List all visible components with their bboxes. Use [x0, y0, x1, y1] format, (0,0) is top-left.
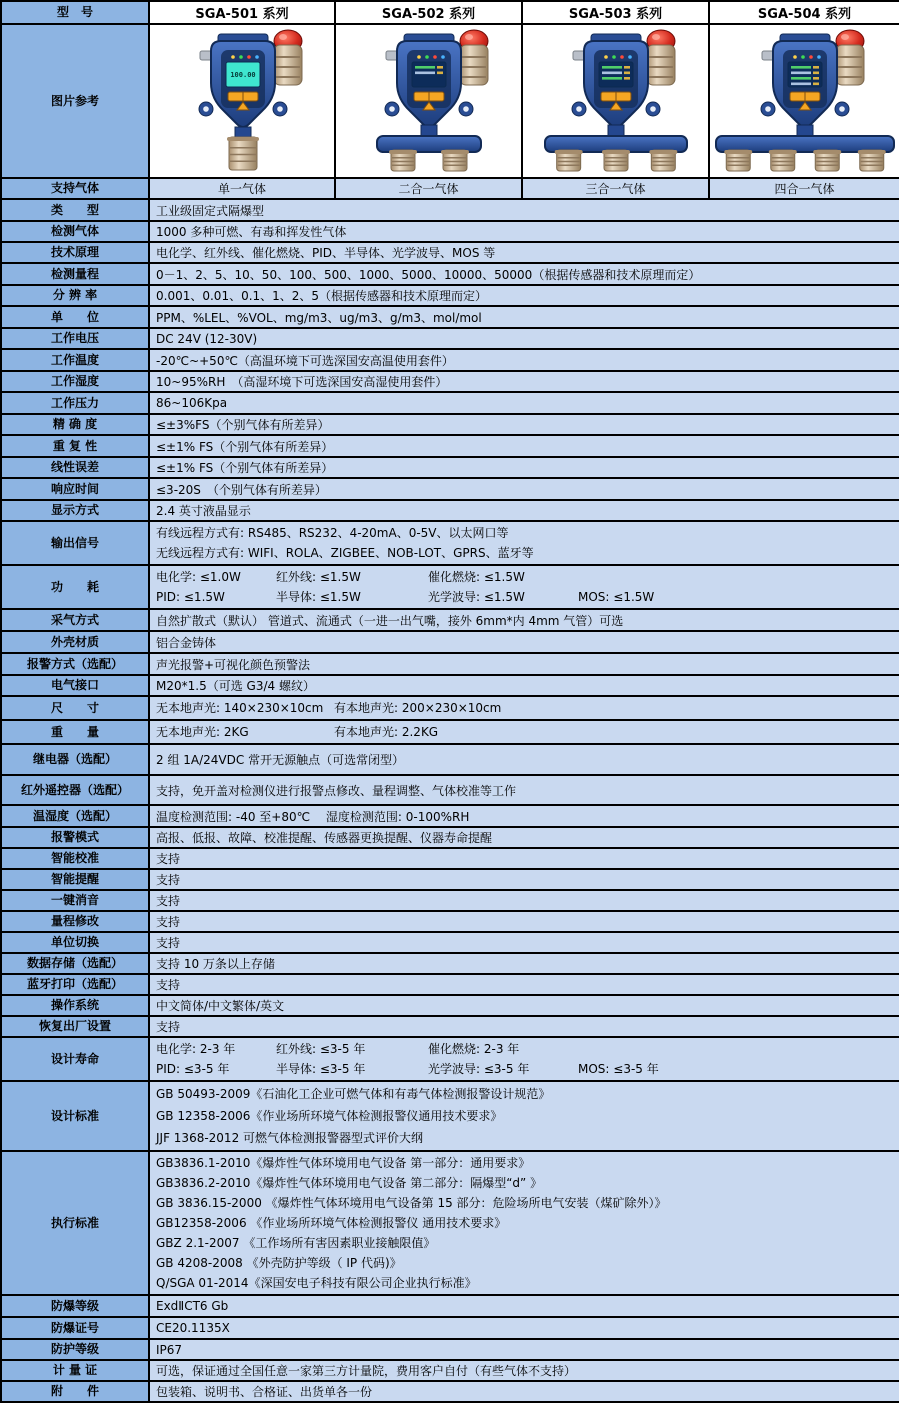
table-row — [1, 953, 899, 974]
device-image — [336, 25, 522, 173]
row-value: 支持 — [149, 974, 899, 995]
row-value: ≤±1% FS（个别气体有所差异） — [149, 435, 899, 457]
gas-sensor-probe — [768, 150, 796, 171]
row-label: 显示方式 — [1, 500, 149, 521]
table-row — [1, 414, 899, 435]
row-label: 类 型 — [1, 199, 149, 221]
lcd-screen — [412, 62, 446, 87]
row-value: 可选，保证通过全国任意一家第三方计量院，费用客户自付（有些气体不支持） — [149, 1360, 899, 1381]
row-label: 防护等级 — [1, 1339, 149, 1360]
row-label: 附 件 — [1, 1381, 149, 1402]
manifold-bar — [377, 136, 481, 152]
gas-detector-illustration — [336, 25, 522, 173]
value-segment: PID: ≤1.5W — [156, 590, 225, 604]
gas-sensor-probe — [389, 150, 417, 171]
table-row — [1, 1016, 899, 1037]
table-row — [1, 328, 899, 349]
table-row — [1, 1339, 899, 1360]
table-row — [1, 1037, 899, 1081]
gas-count-sga501: 单一气体 — [149, 178, 335, 199]
row-label: 线性误差 — [1, 457, 149, 478]
row-label: 技术原理 — [1, 242, 149, 263]
row-value: -20℃~+50℃（高温环境下可选深国安高温使用套件） — [149, 349, 899, 371]
table-row — [1, 392, 899, 414]
row-label: 设计寿命 — [1, 1037, 149, 1081]
table-row — [1, 521, 899, 565]
model-row-label: 型 号 — [1, 1, 149, 24]
row-label: 工作压力 — [1, 392, 149, 414]
supported-gas-row — [1, 178, 899, 199]
row-value: 支持 — [149, 869, 899, 890]
row-value: CE20.1135X — [149, 1317, 899, 1339]
image-row-label: 图片参考 — [1, 24, 149, 178]
row-label: 继电器（选配） — [1, 744, 149, 775]
table-row — [1, 827, 899, 848]
row-label: 防爆证号 — [1, 1317, 149, 1339]
lcd-screen — [599, 62, 633, 87]
value-segment: 有本地声光: 200×230×10cm — [334, 701, 502, 715]
row-label: 数据存储（选配） — [1, 953, 149, 974]
row-value — [149, 565, 899, 609]
row-label: 尺 寸 — [1, 696, 149, 720]
row-value: ExdⅡCT6 Gb — [149, 1295, 899, 1317]
row-label: 操作系统 — [1, 995, 149, 1016]
model-name-sga503: SGA-503 系列 — [522, 1, 709, 24]
row-label: 工作湿度 — [1, 371, 149, 392]
row-label: 执行标准 — [1, 1151, 149, 1295]
row-value: 支持 — [149, 890, 899, 911]
value-segment: 催化燃烧: 2-3 年 — [428, 1042, 520, 1056]
row-label: 分 辨 率 — [1, 285, 149, 306]
table-row — [1, 995, 899, 1016]
value-segment: 电化学: 2-3 年 — [156, 1042, 236, 1056]
row-value — [149, 696, 899, 720]
row-label: 功 耗 — [1, 565, 149, 609]
value-segment: 无本地声光: 2KG — [156, 725, 249, 739]
table-row — [1, 371, 899, 392]
row-label: 蓝牙打印（选配） — [1, 974, 149, 995]
gas-sensor-probe — [724, 150, 752, 171]
row-label: 采气方式 — [1, 609, 149, 631]
row-value: 高报、低报、故障、校准提醒、传感器更换提醒、仪器寿命提醒 — [149, 827, 899, 848]
table-row — [1, 242, 899, 263]
row-value: 86~106Kpa — [149, 392, 899, 414]
row-value: 0－1、2、5、10、50、100、500、1000、5000、10000、50000（根据传感器和技术原理而定） — [149, 263, 899, 285]
table-row — [1, 1151, 899, 1295]
row-value: 2.4 英寸液晶显示 — [149, 500, 899, 521]
value-segment: 无本地声光: 140×230×10cm — [156, 701, 324, 715]
table-row — [1, 500, 899, 521]
row-value: 自然扩散式（默认） 管道式、流通式（一进一出气嘴，接外 6mm*内 4mm 气管）可选 — [149, 609, 899, 631]
value-segment: 催化燃烧: ≤1.5W — [428, 570, 525, 584]
row-value: 支持 — [149, 932, 899, 953]
value-segment: 有本地声光: 2.2KG — [334, 725, 439, 739]
row-label: 外壳材质 — [1, 631, 149, 653]
row-value: 铝合金铸体 — [149, 631, 899, 653]
gas-sensor-probe — [649, 150, 677, 171]
row-label: 设计标准 — [1, 1081, 149, 1151]
row-value — [149, 1037, 899, 1081]
gas-count-sga504: 四合一气体 — [709, 178, 899, 199]
table-row — [1, 653, 899, 675]
row-label: 重 复 性 — [1, 435, 149, 457]
gas-detector-illustration — [712, 25, 898, 173]
row-label: 智能校准 — [1, 848, 149, 869]
table-row — [1, 285, 899, 306]
row-label: 工作温度 — [1, 349, 149, 371]
row-label: 计 量 证 — [1, 1360, 149, 1381]
row-label: 量程修改 — [1, 911, 149, 932]
table-row — [1, 435, 899, 457]
row-label: 报警模式 — [1, 827, 149, 848]
row-label: 温湿度（选配） — [1, 805, 149, 827]
row-label: 报警方式（选配） — [1, 653, 149, 675]
image-row — [1, 24, 899, 178]
table-row — [1, 263, 899, 285]
row-value: 10~95%RH （高湿环境下可选深国安高湿使用套件） — [149, 371, 899, 392]
row-value: GB3836.1-2010《爆炸性气体环境用电气设备 第一部分：通用要求》 GB3836.2-2010《爆炸性气体环境用电气设备 第二部分：隔爆型“d” 》 GB 3836.15-2000 《爆炸性气体环境用电气设备第 15 部分：危险场所电气安装（煤矿除外）》 GB12358-2006 《作业场所环境气体检测报警仪 通用技术要求》 GBZ 2.1-2007 《工作场所有害因素职业接触限值》 GB 4208-2008 《外壳防护等级（ IP 代码)》 Q/SGA 01-2014《深国安电子科技有限公司企业执行标准》 — [149, 1151, 899, 1295]
row-value: DC 24V (12-30V) — [149, 328, 899, 349]
value-segment: 红外线: ≤1.5W — [276, 570, 361, 584]
table-row — [1, 1360, 899, 1381]
value-segment: MOS: ≤1.5W — [578, 590, 655, 604]
table-row — [1, 631, 899, 653]
gas-sensor-probe — [813, 150, 841, 171]
table-row — [1, 675, 899, 696]
gas-sensor-probe — [441, 150, 469, 171]
model-name-sga504: SGA-504 系列 — [709, 1, 899, 24]
row-label: 重 量 — [1, 720, 149, 744]
device-image — [712, 25, 898, 173]
table-row — [1, 720, 899, 744]
table-row — [1, 974, 899, 995]
table-row — [1, 848, 899, 869]
row-label: 输出信号 — [1, 521, 149, 565]
row-value: 电化学、红外线、催化燃烧、PID、半导体、光学波导、MOS 等 — [149, 242, 899, 263]
row-label: 智能提醒 — [1, 869, 149, 890]
device-image — [150, 25, 335, 173]
row-label: 检测气体 — [1, 221, 149, 242]
table-row — [1, 805, 899, 827]
table-row — [1, 775, 899, 805]
table-row — [1, 199, 899, 221]
gas-row-label: 支持气体 — [1, 178, 149, 199]
gas-sensor-probe — [602, 150, 630, 171]
table-row — [1, 349, 899, 371]
row-value: 中文简体/中文繁体/英文 — [149, 995, 899, 1016]
row-value: 包装箱、说明书、合格证、出货单各一份 — [149, 1381, 899, 1402]
table-row — [1, 696, 899, 720]
image-cell-sga503 — [522, 24, 709, 178]
row-label: 单位切换 — [1, 932, 149, 953]
table-row — [1, 565, 899, 609]
row-value: 支持，免开盖对检测仪进行报警点修改、量程调整、气体校准等工作 — [149, 775, 899, 805]
row-label: 单 位 — [1, 306, 149, 328]
row-value — [149, 720, 899, 744]
model-header-row — [1, 1, 899, 24]
row-value: ≤3-20S （个别气体有所差异） — [149, 478, 899, 500]
row-label: 响应时间 — [1, 478, 149, 500]
table-row — [1, 478, 899, 500]
row-label: 精 确 度 — [1, 414, 149, 435]
gas-sensor-probe — [555, 150, 583, 171]
value-segment: 光学波导: ≤1.5W — [428, 590, 525, 604]
value-segment: 半导体: ≤1.5W — [276, 590, 361, 604]
row-value: 声光报警+可视化颜色预警法 — [149, 653, 899, 675]
value-segment: MOS: ≤3-5 年 — [578, 1062, 659, 1076]
row-value: 支持 — [149, 848, 899, 869]
row-value: 支持 — [149, 911, 899, 932]
row-label: 电气接口 — [1, 675, 149, 696]
gas-sensor-probe — [857, 150, 885, 171]
gas-count-sga503: 三合一气体 — [522, 178, 709, 199]
row-value: 2 组 1A/24VDC 常开无源触点（可选常闭型） — [149, 744, 899, 775]
row-label: 红外遥控器（选配） — [1, 775, 149, 805]
row-value: GB 50493-2009《石油化工企业可燃气体和有毒气体检测报警设计规范》 GB 12358-2006《作业场所环境气体检测报警仪通用技术要求》 JJF 1368-2012 可燃气体检测报警器型式评价大纲 — [149, 1081, 899, 1151]
row-value: 0.001、0.01、0.1、1、2、5（根据传感器和技术原理而定） — [149, 285, 899, 306]
table-row — [1, 911, 899, 932]
table-row — [1, 1081, 899, 1151]
device-image — [523, 25, 709, 173]
gas-detector-illustration — [150, 25, 335, 173]
table-row — [1, 609, 899, 631]
table-row — [1, 1317, 899, 1339]
model-name-sga501: SGA-501 系列 — [149, 1, 335, 24]
value-segment: 红外线: ≤3-5 年 — [276, 1042, 366, 1056]
row-label: 检测量程 — [1, 263, 149, 285]
row-value: 支持 10 万条以上存储 — [149, 953, 899, 974]
image-cell-sga501 — [149, 24, 335, 178]
gas-count-sga502: 二合一气体 — [335, 178, 522, 199]
spec-rows — [1, 199, 899, 1402]
table-row — [1, 221, 899, 242]
row-label: 一键消音 — [1, 890, 149, 911]
image-cell-sga502 — [335, 24, 522, 178]
value-segment: 光学波导: ≤3-5 年 — [428, 1062, 530, 1076]
row-label: 防爆等级 — [1, 1295, 149, 1317]
row-value: ≤±3%FS（个别气体有所差异） — [149, 414, 899, 435]
image-cell-sga504 — [709, 24, 899, 178]
device-neck — [235, 127, 251, 138]
value-segment: 电化学: ≤1.0W — [156, 570, 241, 584]
model-name-sga502: SGA-502 系列 — [335, 1, 522, 24]
row-value: 工业级固定式隔爆型 — [149, 199, 899, 221]
table-row — [1, 1381, 899, 1402]
table-row — [1, 744, 899, 775]
row-value: 1000 多种可燃、有毒和挥发性气体 — [149, 221, 899, 242]
row-value: IP67 — [149, 1339, 899, 1360]
gas-sensor-probe — [227, 137, 259, 170]
value-segment: PID: ≤3-5 年 — [156, 1062, 230, 1076]
row-value: 有线远程方式有: RS485、RS232、4-20mA、0-5V、以太网口等 无线远程方式有: WIFI、ROLA、ZIGBEE、NOB-LOT、GPRS、蓝牙等 — [149, 521, 899, 565]
row-value: 支持 — [149, 1016, 899, 1037]
table-row — [1, 869, 899, 890]
table-row — [1, 890, 899, 911]
row-label: 恢复出厂设置 — [1, 1016, 149, 1037]
row-label: 工作电压 — [1, 328, 149, 349]
screen-reading: 100.00 — [230, 71, 256, 79]
row-value: 温度检测范围: -40 至+80℃ 湿度检测范围: 0-100%RH — [149, 805, 899, 827]
table-row — [1, 932, 899, 953]
table-row — [1, 457, 899, 478]
row-value: PPM、%LEL、%VOL、mg/m3、ug/m3、g/m3、mol/mol — [149, 306, 899, 328]
gas-detector-illustration — [523, 25, 709, 173]
row-value: ≤±1% FS（个别气体有所差异） — [149, 457, 899, 478]
table-row — [1, 1295, 899, 1317]
row-value: M20*1.5（可选 G3/4 螺纹） — [149, 675, 899, 696]
table-row — [1, 306, 899, 328]
value-segment: 半导体: ≤3-5 年 — [276, 1062, 366, 1076]
